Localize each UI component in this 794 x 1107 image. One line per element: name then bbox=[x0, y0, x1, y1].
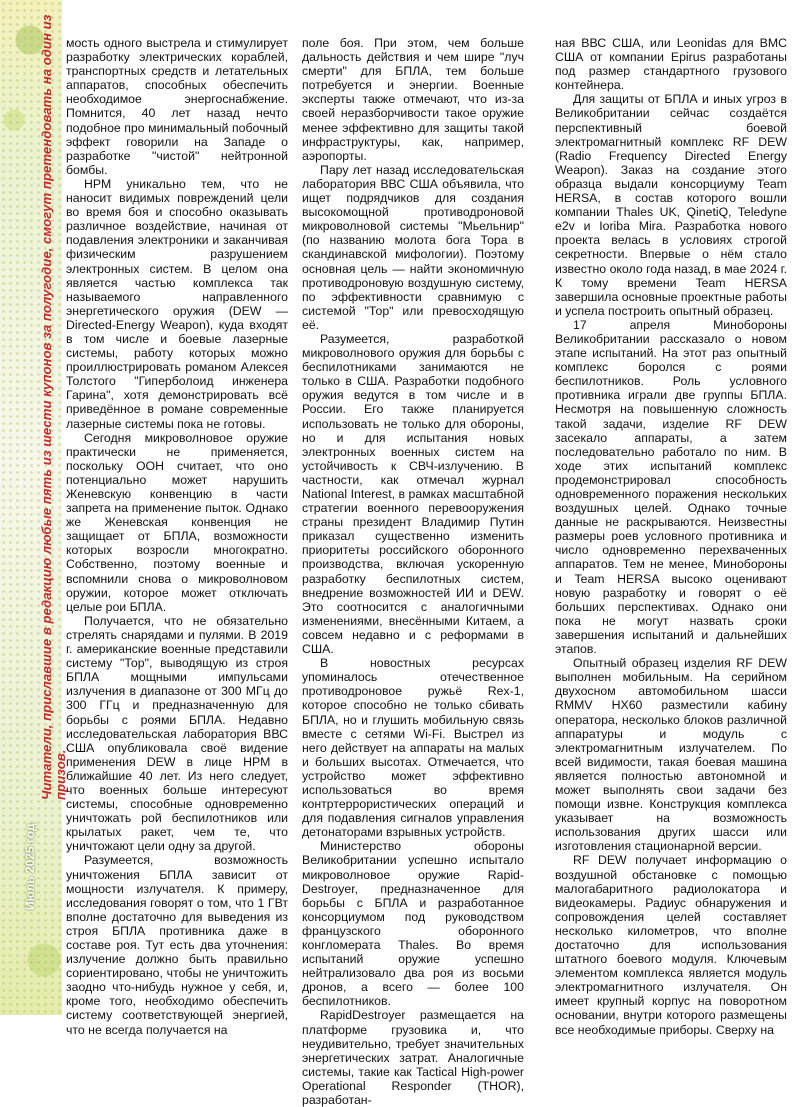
promo-text: Читатели, приславшие в редакцию любые пять из шести купонов за полугодие, смогут претендовать на один из призов. bbox=[39, 14, 68, 800]
paragraph: RF DEW получает информацию о воздушной обстановке с помощью малогабаритного радиолокатора и видеокамеры. Радиус обнаружения и сопровождения целей составляет несколько километров, что вполне достаточно для использования штатного боевого модуля. Ключевым элементом комплекса является модуль электромагнитного излучателя. Он имеет крупный корпус на поворотном основании, внутри которого размещены все необходимые приборы. Сверху на bbox=[555, 853, 787, 1037]
paragraph: Получается, что не обязательно стрелять снарядами и пулями. В 2019 г. американские военные представили систему "Тор", выводящую из строя БПЛА мощными импульсами излучения в диапазоне от 300 МГц до 300 ГГц и предназначенную для борьбы с роями БПЛА. Недавно исследовательская лаборатория ВВС США опубликовала своё видение применения DEW в лице НРМ в ближайшие 40 лет. Из него следует, что военных больше интересуют системы, способные одновременно уничтожать рой беспилотников или крылатых ракет, чем те, что уничтожают цели одну за другой. bbox=[66, 613, 288, 854]
paragraph: В новостных ресурсах упоминалось отечественное противодроновое ружьё Rex-1, которое способно не только сбивать БПЛА, но и глушить мобильную связь вместе с сетями Wi-Fi. Выстрел из него действует на аппараты на малых и больших высотах. Отмечается, что устройство может эффективно использоваться во время контртеррористических операций и для подавления сигналов управления детонаторами взрывных устройств. bbox=[302, 656, 524, 840]
issue-date: Июль 2025 год bbox=[23, 823, 37, 910]
article-column-2 bbox=[302, 36, 524, 1107]
article-column-3 bbox=[555, 36, 787, 1037]
decorative-sidebar bbox=[0, 0, 68, 1015]
paragraph: 17 апреля Минобороны Великобритании рассказало о новом этапе испытаний. На этот раз опытный комплекс боролся с роями беспилотников. Роль условного противника играли две группы БПЛА. Несмотря на повышенную сложность такой задачи, изделие RF DEW засекало аппараты, а затем последовательно работало по ним. В ходе этих испытаний комплекс продемонстрировал способность одновременного поражения нескольких воздушных целей. Однако точные данные не раскрываются. Неизвестны размеры роев условного противника и число одновременно перехваченных аппаратов. Тем не менее, Минобороны и Team HERSA высоко оценивают новую разработку и говорят о её больших перспективах. Однако они пока не могут назвать сроки завершения испытаний и дальнейших этапов. bbox=[555, 317, 787, 657]
paragraph: Разумеется, возможность уничтожения БПЛА зависит от мощности излучателя. К примеру, исследования говорят о том, что 1 ГВт вполне достаточно для выведения из строя БПЛА противника даже в составе роя. Тут есть два уточнения: излучение должно быть правильно сориентировано, чтобы не уничтожить заодно что-нибудь нужное у себя, и, кроме того, необходимо обеспечить систему соответствующей энергией, что не всегда получается на bbox=[66, 853, 288, 1037]
paragraph: RapidDestroyer размещается на платформе грузовика и, что неудивительно, требует значительных энергетических затрат. Аналогичные системы, такие как Tactical High-power Operational Responder (THOR), разработан- bbox=[302, 1008, 524, 1107]
article-column-1 bbox=[66, 36, 288, 1037]
paragraph: Опытный образец изделия RF DEW выполнен мобильным. На серийном двухосном автомобильном шасси RMMV HX60 разместили кабину оператора, несколько блоков различной аппаратуры и модуль с электромагнитным излучателем. По всей видимости, такая боевая машина является полностью автономной и может выполнять свои задачи без помощи извне. Конструкция комплекса указывает на возможность использования других шасси или изготовления стационарной версии. bbox=[555, 656, 787, 854]
paragraph: ная ВВС США, или Leonidas для ВМС США от компании Epirus разработаны под размер стандартного грузового контейнера. bbox=[555, 36, 787, 93]
paragraph: поле боя. При этом, чем больше дальность действия и чем шире "луч смерти" для БПЛА, тем больше потребуется и энергии. Военные эксперты также отмечают, что из-за своей неразборчивости такое оружие менее эффективно для защиты такой инфраструктуры, как, например, аэропорты. bbox=[302, 36, 524, 163]
paragraph: Министерство обороны Великобритании успешно испытало микроволновое оружие Rapid-Destroyer, предназначенное для борьбы с БПЛА и разработанное консорциумом под руководством французского оборонного конгломерата Thales. Во время испытаний оружие успешно нейтрализовало два роя из восьми дронов, а всего — более 100 беспилотников. bbox=[302, 839, 524, 1009]
paragraph: мость одного выстрела и стимулирует разработку электрических кораблей, транспортных средств и летательных аппаратов, способных обеспечить необходимое энергоснабжение. Помнится, 40 лет назад нечто подобное про минимальный побочный эффект говорили на Западе о разработке "чистой" нейтронной бомбы. bbox=[66, 36, 288, 177]
paragraph: НРМ уникально тем, что не наносит видимых повреждений цели во время боя и способно оказывать различное воздействие, начиная от подавления электроники и заканчивая физическим разрушением электронных систем. В целом она является частью комплекса так называемого направленного энергетического оружия (DEW — Directed-Energy Weapon), куда входят в том числе и боевые лазерные системы, работу которых можно проиллюстрировать романом Алексея Толстого "Гиперболоид инженера Гарина", хотя демонстрировать всё приведённое в романе современные лазерные системы пока не готовы. bbox=[66, 176, 288, 431]
paragraph: Сегодня микроволновое оружие практически не применяется, поскольку ООН считает, что оно потенциально может нарушить Женевскую конвенцию в части запрета на применение пыток. Однако же Женевская конвенция не защищает от БПЛА, возможности которых возросли многократно. Собственно, поэтому военные и вспомнили снова о микроволновом оружии, которое может отключать целые рои БПЛА. bbox=[66, 430, 288, 614]
paragraph: Для защиты от БПЛА и иных угроз в Великобритании сейчас создаётся перспективный боевой электромагнитный комплекс RF DEW (Radio Frequency Directed Energy Weapon). Заказ на создание этого образца выдали консорциуму Team HERSA, в состав которого вошли компании Thales UK, QinetiQ, Teledyne e2v и Ioriba Mira. Разработка нового проекта велась в условиях строгой секретности. Впервые о нём стало известно около года назад, в мае 2024 г. К тому времени Team HERSA завершила основные проектные работы и успела построить опытный образец. bbox=[555, 92, 787, 318]
paragraph: Пару лет назад исследовательская лаборатория ВВС США объявила, что ищет подрядчиков для создания высокомощной противодроновой микроволновой системы "Мьельнир" (по названию молота бога Тора в скандинавской мифологии). Поэтому основная цель — найти экономичную противодроновую воздушную систему, по эффективности сравнимую с системой "Тор" или превосходящую её. bbox=[302, 162, 524, 332]
paragraph: Разумеется, разработкой микроволнового оружия для борьбы с беспилотниками занимаются не только в США. Разработки подобного оружия ведутся в том числе и в России. Его также планируется использовать не только для обороны, но и для испытания новых электронных военных систем на устойчивость к СВЧ-излучению. В частности, как отмечал журнал National Interest, в рамках масштабной стратегии военного перевооружения страны президент Владимир Путин приказал существенно изменить приоритеты российского оборонного производства, включая ускоренную разработку беспилотных систем, внедрение возможностей ИИ и DEW. Это соотносится с аналогичными изменениями, внесёнными Китаем, а совсем недавно и с реформами в США. bbox=[302, 331, 524, 657]
